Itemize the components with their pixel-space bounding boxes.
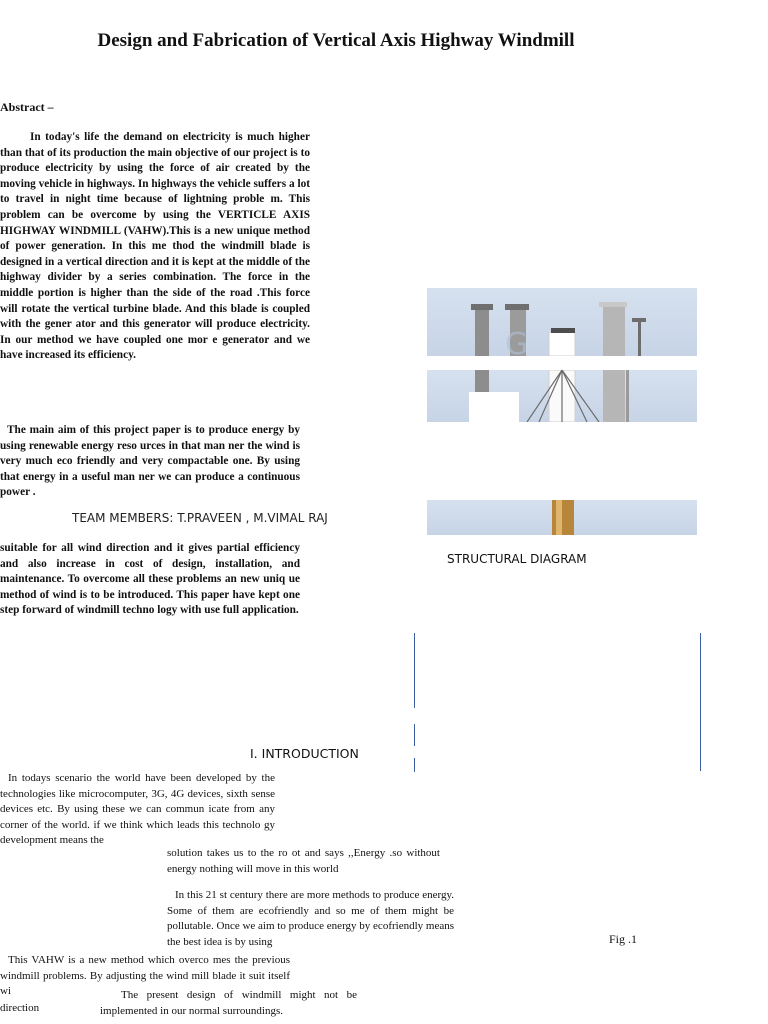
svg-text:G: G <box>505 327 529 356</box>
diagram-right-border <box>700 633 701 771</box>
abstract-paragraph-2: The main aim of this project paper is to produce energy by using renewable energy reso urces in that man ner the wind is very much eco friendly and very compactable one. By using that energy in a useful man ner we can produce a continuous power . <box>0 424 300 499</box>
diagram-left-border-segment <box>414 724 415 746</box>
figure-label: Fig .1 <box>609 932 638 946</box>
intro-paragraph-2: solution takes us to the ro ot and says ,,Energy .so without energy nothing will move in this world <box>167 847 440 875</box>
structural-diagram-caption: STRUCTURAL DIAGRAM <box>447 552 587 566</box>
windmill-photo-top <box>427 288 697 356</box>
intro-paragraph-4: This VAHW is a new method which overco mes the previous windmill problems. By adjusting the wind mill blade it suit itself wi <box>0 954 290 997</box>
intro-paragraph-4-tail: direction <box>0 1002 40 1014</box>
paper-title: Design and Fabrication of Vertical Axis Highway Windmill <box>97 30 575 51</box>
intro-paragraph-3: In this 21 st century there are more methods to produce energy. Some of them are ecofriendly and so me of them might be pollutable. Once we aim to produce energy by ecofriendly means the best idea is by using <box>167 889 454 948</box>
windmill-photo-bottom <box>427 500 697 535</box>
abstract-paragraph-1: In today's life the demand on electricity is much higher than that of its production the main objective of our project is to produce electricity by using the force of air created by the moving vehicle in highways. In highways the vehicle suffers a lot to travel in night time because of lightning proble m. This problem can be overcome by using the VERTICLE AXIS HIGHWAY WINDMILL (VAHW).This is a new unique method of power generation. In this me thod the windmill blade is designed in a vertical direction and it is kept at the middle of the highway divider by a series combination. The force in the middle portion is higher than the side of the road .This force will rotate the vertical turbine blade. And this blade is coupled with the gener ator and this generator will produce electricity. In our method we have coupled one mor e generator and we have increased its efficiency. <box>0 131 310 362</box>
diagram-left-border-segment <box>414 758 415 772</box>
intro-paragraph-5: The present design of windmill might not be implemented in our normal surroundings. <box>100 988 357 1019</box>
windmill-photo-middle-graphic <box>427 370 697 422</box>
introduction-heading: I. INTRODUCTION <box>250 746 359 761</box>
abstract-paragraph-3: suitable for all wind direction and it gives partial efficiency and also increase in cost of design, installation, and maintenance. To overcome all these problems an new uniq ue method of wind is to be introduced. This paper have kept one step forward of windmill techno logy with use full application. <box>0 542 300 617</box>
diagram-left-border <box>414 633 415 708</box>
windmill-photo-top-graphic <box>427 288 697 356</box>
windmill-photo-bottom-graphic <box>427 500 697 535</box>
team-members: TEAM MEMBERS: T.PRAVEEN , M.VIMAL RAJ <box>72 511 328 525</box>
abstract-heading: Abstract – <box>0 100 54 114</box>
intro-paragraph-1: In todays scenario the world have been developed by the technologies like microcomputer, 3G, 4G devices, sixth sense devices etc. By using these we can commun icate from any corner of the world. if we think which leads this technolo gy development means the <box>0 772 275 846</box>
windmill-photo-middle <box>427 370 697 422</box>
